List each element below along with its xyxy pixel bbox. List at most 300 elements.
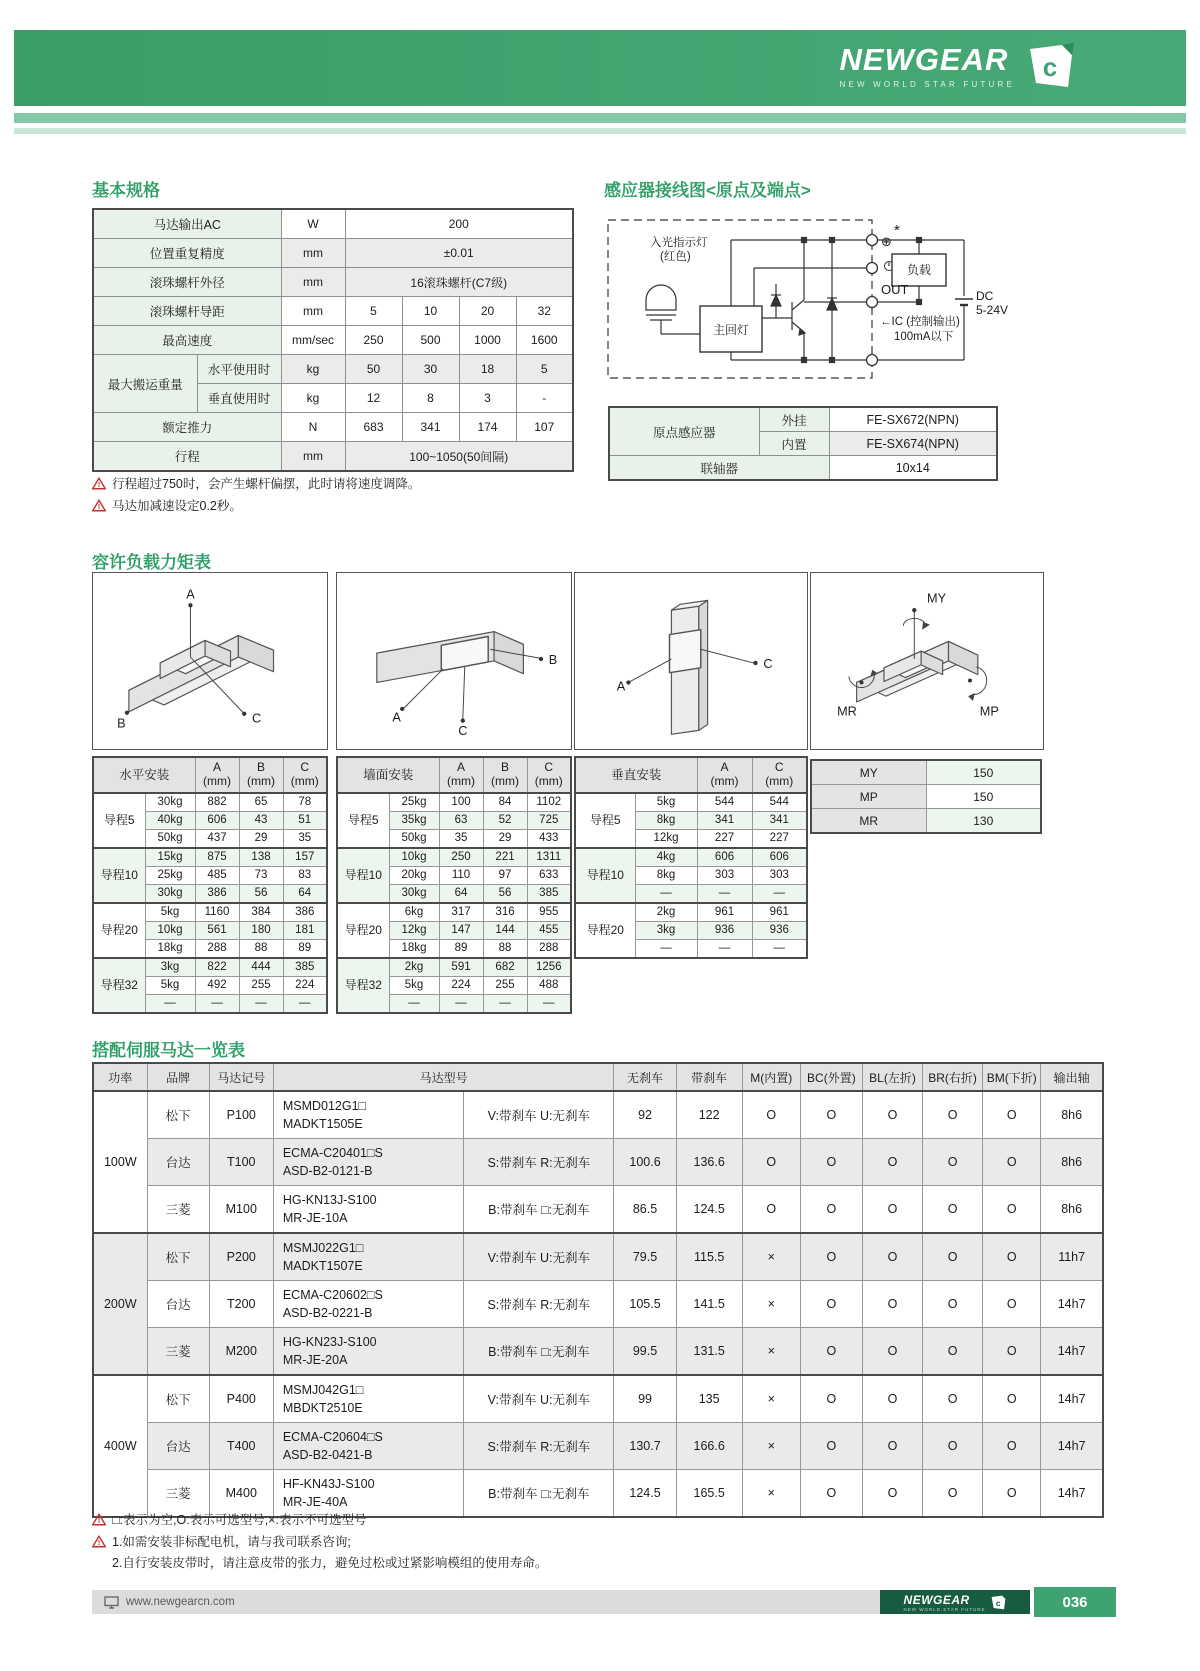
row-sublabel: 水平使用时 (197, 355, 281, 384)
section-title: 容许负载力矩表 (92, 553, 211, 572)
output-shaft-cell: 8h6 (1041, 1186, 1103, 1234)
value-cell: 8kg (635, 867, 697, 885)
value-cell: 88 (483, 940, 527, 959)
output-shaft-cell: 14h7 (1041, 1375, 1103, 1423)
column-header: B (mm) (239, 757, 283, 793)
moment-value: 150 (926, 785, 1041, 809)
value-cell: 8 (402, 384, 459, 413)
column-header: BM(下折) (983, 1063, 1041, 1091)
table-row (93, 239, 573, 268)
value-cell: 64 (283, 885, 327, 904)
table-row (337, 848, 571, 867)
column-header: 输出轴 (1041, 1063, 1103, 1091)
option-cell: O (862, 1423, 922, 1470)
option-cell: O (923, 1470, 983, 1518)
vertical-mount-diagram (574, 572, 808, 750)
moment-label: MY (811, 760, 926, 785)
no-brake-value-cell: 79.5 (614, 1233, 676, 1281)
value-cell: 97 (483, 867, 527, 885)
motor-code-cell: P100 (209, 1091, 273, 1139)
no-brake-value-cell: 92 (614, 1091, 676, 1139)
option-cell: O (800, 1091, 862, 1139)
value-cell: 56 (483, 885, 527, 904)
isometric-rail-icon (811, 573, 1043, 746)
value-cell: 78 (283, 793, 327, 812)
value-cell: 255 (239, 977, 283, 995)
value-cell: 341 (752, 812, 807, 830)
value-cell: 138 (239, 848, 283, 867)
load-table (92, 756, 328, 1014)
lead-cell: 导程5 (93, 793, 145, 848)
axis-label: A (186, 587, 195, 602)
value-cell: 12kg (389, 922, 439, 940)
lead-cell: 导程5 (575, 793, 635, 848)
lead-cell: 导程10 (337, 848, 389, 903)
column-header: 马达型号 (273, 1063, 614, 1091)
unit-cell: kg (281, 384, 345, 413)
option-cell: O (742, 1091, 800, 1139)
value-cell: 1102 (527, 793, 571, 812)
warning-icon (92, 499, 106, 512)
value-cell: — (752, 885, 807, 904)
option-cell: O (983, 1186, 1041, 1234)
column-header: 无刹车 (614, 1063, 676, 1091)
header-row (337, 757, 571, 793)
option-cell: O (800, 1423, 862, 1470)
row-label: 滚珠螺杆导距 (93, 297, 281, 326)
value-cell: 12 (345, 384, 402, 413)
row-label: 位置重复精度 (93, 239, 281, 268)
lead-cell: 导程10 (93, 848, 145, 903)
table-row (337, 958, 571, 977)
value-cell: — (389, 995, 439, 1014)
table-row (575, 848, 807, 867)
axis-label: A (616, 679, 626, 694)
table-row (93, 1233, 1103, 1281)
value-cell: 8kg (635, 812, 697, 830)
header-stripe (14, 113, 1186, 123)
output-shaft-cell: 11h7 (1041, 1233, 1103, 1281)
value-cell: 63 (439, 812, 483, 830)
option-cell: O (983, 1139, 1041, 1186)
table-row (337, 793, 571, 812)
diagram-label: (红色) (660, 251, 691, 263)
isometric-rail-icon (575, 573, 807, 746)
axis-label: MP (979, 704, 999, 719)
brake-legend-cell: V:带刹车 U:无刹车 (464, 1233, 614, 1281)
option-cell: O (923, 1139, 983, 1186)
option-cell: O (983, 1281, 1041, 1328)
table-title: 墙面安装 (337, 757, 439, 793)
value-cell: 444 (239, 958, 283, 977)
option-cell: O (923, 1423, 983, 1470)
footer-brand-logo (880, 1590, 1030, 1614)
option-cell: O (983, 1375, 1041, 1423)
value-cell: 316 (483, 903, 527, 922)
warning-icon (92, 1535, 106, 1548)
option-cell: O (800, 1281, 862, 1328)
value-cell: — (635, 940, 697, 959)
value-cell: 882 (195, 793, 239, 812)
table-row (93, 793, 327, 812)
moment-axes-diagram (810, 572, 1044, 750)
option-cell: O (983, 1233, 1041, 1281)
unit-cell: mm (281, 239, 345, 268)
svg-text:!: ! (97, 501, 101, 511)
value-cell: 384 (239, 903, 283, 922)
column-header: B (mm) (483, 757, 527, 793)
value-cell: 10x14 (829, 456, 997, 481)
value-cell: — (195, 995, 239, 1014)
axis-label: C (458, 724, 468, 739)
option-cell: × (742, 1375, 800, 1423)
motor-code-cell: P400 (209, 1375, 273, 1423)
with-brake-value-cell: 136.6 (676, 1139, 742, 1186)
value-cell: 110 (439, 867, 483, 885)
with-brake-value-cell: 166.6 (676, 1423, 742, 1470)
table-row (93, 442, 573, 472)
value-cell: 1256 (527, 958, 571, 977)
value-cell: 51 (283, 812, 327, 830)
table-row (93, 268, 573, 297)
value-cell: — (752, 940, 807, 959)
brake-legend-cell: B:带刹车 □:无刹车 (464, 1186, 614, 1234)
value-cell: 385 (283, 958, 327, 977)
option-cell: O (923, 1328, 983, 1376)
footer-brand-tagline: NEW WORLD STAR FUTURE (903, 1606, 986, 1612)
value-cell: 500 (402, 326, 459, 355)
value-cell: 83 (283, 867, 327, 885)
option-cell: O (983, 1423, 1041, 1470)
value-cell: 386 (195, 885, 239, 904)
value-cell: 606 (697, 848, 752, 867)
value-cell: 437 (195, 830, 239, 849)
with-brake-value-cell: 131.5 (676, 1328, 742, 1376)
value-cell: — (439, 995, 483, 1014)
table-row (93, 1139, 1103, 1186)
value-cell: 725 (527, 812, 571, 830)
option-cell: O (742, 1186, 800, 1234)
value-cell: 386 (283, 903, 327, 922)
diagram-label: 入光指示灯 (650, 237, 708, 249)
table-row (811, 809, 1041, 834)
no-brake-value-cell: 86.5 (614, 1186, 676, 1234)
svg-text:c: c (1042, 52, 1058, 82)
motor-model-cell: ECMA-C20602□S ASD-B2-0221-B (273, 1281, 463, 1328)
value-cell: 5 (345, 297, 402, 326)
note (92, 496, 242, 514)
value-cell: 288 (527, 940, 571, 959)
value-cell: 50kg (145, 830, 195, 849)
option-cell: O (862, 1186, 922, 1234)
value-cell: 84 (483, 793, 527, 812)
value-cell: — (145, 995, 195, 1014)
column-header: BC(外置) (800, 1063, 862, 1091)
horizontal-mount-table-wrap (92, 756, 328, 1014)
value-cell: 5 (516, 355, 573, 384)
column-header: A (mm) (439, 757, 483, 793)
servo-table-wrap (92, 1062, 1104, 1518)
diagram-label: ←IC (控制输出) (880, 316, 960, 328)
value-cell: 88 (239, 940, 283, 959)
value-cell: 147 (439, 922, 483, 940)
value-cell: 455 (527, 922, 571, 940)
value-cell: 10kg (145, 922, 195, 940)
table-row (811, 760, 1041, 785)
value-cell: 961 (697, 903, 752, 922)
value-cell: 10kg (389, 848, 439, 867)
value-cell: 385 (527, 885, 571, 904)
no-brake-value-cell: 99.5 (614, 1328, 676, 1376)
header-row (575, 757, 807, 793)
moment-table-wrap (810, 759, 1042, 834)
motor-model-cell: HG-KN13J-S100 MR-JE-10A (273, 1186, 463, 1234)
value-cell: 3 (459, 384, 516, 413)
value-cell: 30 (402, 355, 459, 384)
row-sublabel: 垂直使用时 (197, 384, 281, 413)
unit-cell: mm (281, 442, 345, 472)
brake-legend-cell: B:带刹车 □:无刹车 (464, 1328, 614, 1376)
wall-mount-diagram (336, 572, 572, 750)
option-cell: O (923, 1186, 983, 1234)
column-header: 功率 (93, 1063, 147, 1091)
brand-cell: 台达 (147, 1139, 209, 1186)
footer-bar (92, 1590, 1030, 1614)
value-cell: 1311 (527, 848, 571, 867)
value-cell: 174 (459, 413, 516, 442)
motor-model-cell: HG-KN23J-S100 MR-JE-20A (273, 1328, 463, 1376)
vertical-mount-table-wrap (574, 756, 808, 959)
row-sublabel: 内置 (759, 432, 829, 456)
value-cell: 227 (697, 830, 752, 849)
value-cell: 2kg (635, 903, 697, 922)
table-row (93, 1281, 1103, 1328)
note-text: 行程超过750时，会产生螺杆偏摆，此时请将速度调降。 (112, 477, 421, 491)
note (92, 474, 420, 492)
value-cell: 25kg (389, 793, 439, 812)
warning-icon (92, 477, 106, 490)
option-cell: O (983, 1091, 1041, 1139)
row-label: 马达输出AC (93, 209, 281, 239)
value-cell: 3kg (635, 922, 697, 940)
output-shaft-cell: 14h7 (1041, 1281, 1103, 1328)
value-cell: FE-SX672(NPN) (829, 407, 997, 432)
axis-label: MY (927, 591, 947, 606)
option-cell: × (742, 1281, 800, 1328)
value-cell: 822 (195, 958, 239, 977)
value-cell: 10 (402, 297, 459, 326)
value-cell: ±0.01 (345, 239, 573, 268)
motor-model-cell: ECMA-C20604□S ASD-B2-0421-B (273, 1423, 463, 1470)
moment-value: 150 (926, 760, 1041, 785)
svg-text:!: ! (97, 1537, 101, 1547)
table-row (93, 326, 573, 355)
table-row (609, 456, 997, 481)
value-cell: 303 (752, 867, 807, 885)
axis-label: A (392, 710, 401, 725)
row-label: 原点感应器 (609, 407, 759, 456)
note (92, 1510, 366, 1528)
motor-code-cell: P200 (209, 1233, 273, 1281)
brand-cell: 三菱 (147, 1186, 209, 1234)
option-cell: × (742, 1233, 800, 1281)
header-stripe (14, 128, 1186, 134)
option-cell: O (862, 1091, 922, 1139)
value-cell: 250 (345, 326, 402, 355)
with-brake-value-cell: 124.5 (676, 1186, 742, 1234)
value-cell: - (516, 384, 573, 413)
lead-cell: 导程20 (93, 903, 145, 958)
option-cell: O (923, 1281, 983, 1328)
value-cell: 25kg (145, 867, 195, 885)
output-shaft-cell: 8h6 (1041, 1139, 1103, 1186)
option-cell: O (983, 1328, 1041, 1376)
table-row (93, 297, 573, 326)
value-cell: 492 (195, 977, 239, 995)
note-text: 2.自行安装皮带时，请注意皮带的张力，避免过松或过紧影响模组的使用寿命。 (112, 1556, 548, 1570)
power-cell: 200W (93, 1233, 147, 1375)
load-table (574, 756, 808, 959)
value-cell: 224 (283, 977, 327, 995)
value-cell: 56 (239, 885, 283, 904)
sensor-model-table (608, 406, 998, 481)
column-header: 马达记号 (209, 1063, 273, 1091)
value-cell: — (239, 995, 283, 1014)
header-row (93, 757, 327, 793)
output-shaft-cell: 8h6 (1041, 1091, 1103, 1139)
value-cell: 250 (439, 848, 483, 867)
table-row (337, 903, 571, 922)
no-brake-value-cell: 100.6 (614, 1139, 676, 1186)
value-cell: FE-SX674(NPN) (829, 432, 997, 456)
value-cell: 227 (752, 830, 807, 849)
table-title: 水平安装 (93, 757, 195, 793)
page-number: 036 (1034, 1587, 1116, 1617)
value-cell: 6kg (389, 903, 439, 922)
value-cell: — (483, 995, 527, 1014)
option-cell: O (800, 1328, 862, 1376)
option-cell: O (862, 1281, 922, 1328)
value-cell: 544 (697, 793, 752, 812)
section-title: 感应器接线图<原点及端点> (604, 181, 811, 200)
brand-cell: 三菱 (147, 1470, 209, 1518)
brand-cell: 台达 (147, 1281, 209, 1328)
value-cell: 40kg (145, 812, 195, 830)
brand-cell: 松下 (147, 1233, 209, 1281)
value-cell: 433 (527, 830, 571, 849)
value-cell: 18kg (389, 940, 439, 959)
table-row (93, 848, 327, 867)
value-cell: 30kg (389, 885, 439, 904)
column-header: BL(左折) (862, 1063, 922, 1091)
value-cell: 682 (483, 958, 527, 977)
value-cell: 100~1050(50间隔) (345, 442, 573, 472)
option-cell: O (800, 1375, 862, 1423)
no-brake-value-cell: 124.5 (614, 1470, 676, 1518)
section-title: 搭配伺服马达一览表 (92, 1041, 245, 1060)
value-cell: 341 (697, 812, 752, 830)
table-row (93, 209, 573, 239)
table-row (93, 958, 327, 977)
value-cell: 936 (752, 922, 807, 940)
value-cell: 43 (239, 812, 283, 830)
diagram-label: ⊕ (881, 234, 892, 249)
value-cell: 561 (195, 922, 239, 940)
row-sublabel: 外挂 (759, 407, 829, 432)
moment-value: 130 (926, 809, 1041, 834)
brake-legend-cell: V:带刹车 U:无刹车 (464, 1091, 614, 1139)
lead-cell: 导程32 (93, 958, 145, 1013)
lead-cell: 导程10 (575, 848, 635, 903)
footer-website (104, 1596, 235, 1609)
brand-glyph-icon (1028, 43, 1074, 89)
motor-code-cell: M100 (209, 1186, 273, 1234)
motor-model-cell: MSMJ022G1□ MADKT1507E (273, 1233, 463, 1281)
motor-code-cell: T400 (209, 1423, 273, 1470)
no-brake-value-cell: 105.5 (614, 1281, 676, 1328)
value-cell: — (527, 995, 571, 1014)
row-label: 最大搬运重量 (93, 355, 197, 413)
moment-values-table (810, 759, 1042, 834)
with-brake-value-cell: 135 (676, 1375, 742, 1423)
svg-text:!: ! (97, 1515, 101, 1525)
value-cell: 35 (439, 830, 483, 849)
note (112, 1553, 547, 1571)
horizontal-mount-diagram (92, 572, 328, 750)
value-cell: 5kg (389, 977, 439, 995)
value-cell: 100 (439, 793, 483, 812)
table-row (93, 413, 573, 442)
option-cell: O (800, 1233, 862, 1281)
note (92, 1532, 351, 1550)
value-cell: 20kg (389, 867, 439, 885)
table-row (609, 407, 997, 432)
with-brake-value-cell: 115.5 (676, 1233, 742, 1281)
value-cell: 30kg (145, 885, 195, 904)
moment-label: MP (811, 785, 926, 809)
row-label: 滚珠螺杆外径 (93, 268, 281, 297)
value-cell: 485 (195, 867, 239, 885)
value-cell: 65 (239, 793, 283, 812)
lead-cell: 导程20 (337, 903, 389, 958)
axis-label: C (252, 711, 262, 726)
unit-cell: mm/sec (281, 326, 345, 355)
lead-cell: 导程32 (337, 958, 389, 1013)
wall-mount-table-wrap (336, 756, 572, 1014)
value-cell: 1600 (516, 326, 573, 355)
table-row (93, 1423, 1103, 1470)
isometric-rail-icon (337, 573, 571, 746)
axis-label: C (763, 656, 773, 671)
row-label: 额定推力 (93, 413, 281, 442)
output-shaft-cell: 14h7 (1041, 1328, 1103, 1376)
value-cell: 224 (439, 977, 483, 995)
lead-cell: 导程20 (575, 903, 635, 958)
value-cell: 544 (752, 793, 807, 812)
option-cell: O (800, 1470, 862, 1518)
value-cell: 180 (239, 922, 283, 940)
table-row (93, 903, 327, 922)
unit-cell: kg (281, 355, 345, 384)
brake-legend-cell: S:带刹车 R:无刹车 (464, 1139, 614, 1186)
warning-icon (92, 1513, 106, 1526)
diagram-label: 100mA以下 (894, 331, 954, 343)
brand-cell: 松下 (147, 1375, 209, 1423)
brake-legend-cell: S:带刹车 R:无刹车 (464, 1281, 614, 1328)
diagram-label: 主回灯 (712, 323, 750, 337)
brake-legend-cell: V:带刹车 U:无刹车 (464, 1375, 614, 1423)
value-cell: 200 (345, 209, 573, 239)
